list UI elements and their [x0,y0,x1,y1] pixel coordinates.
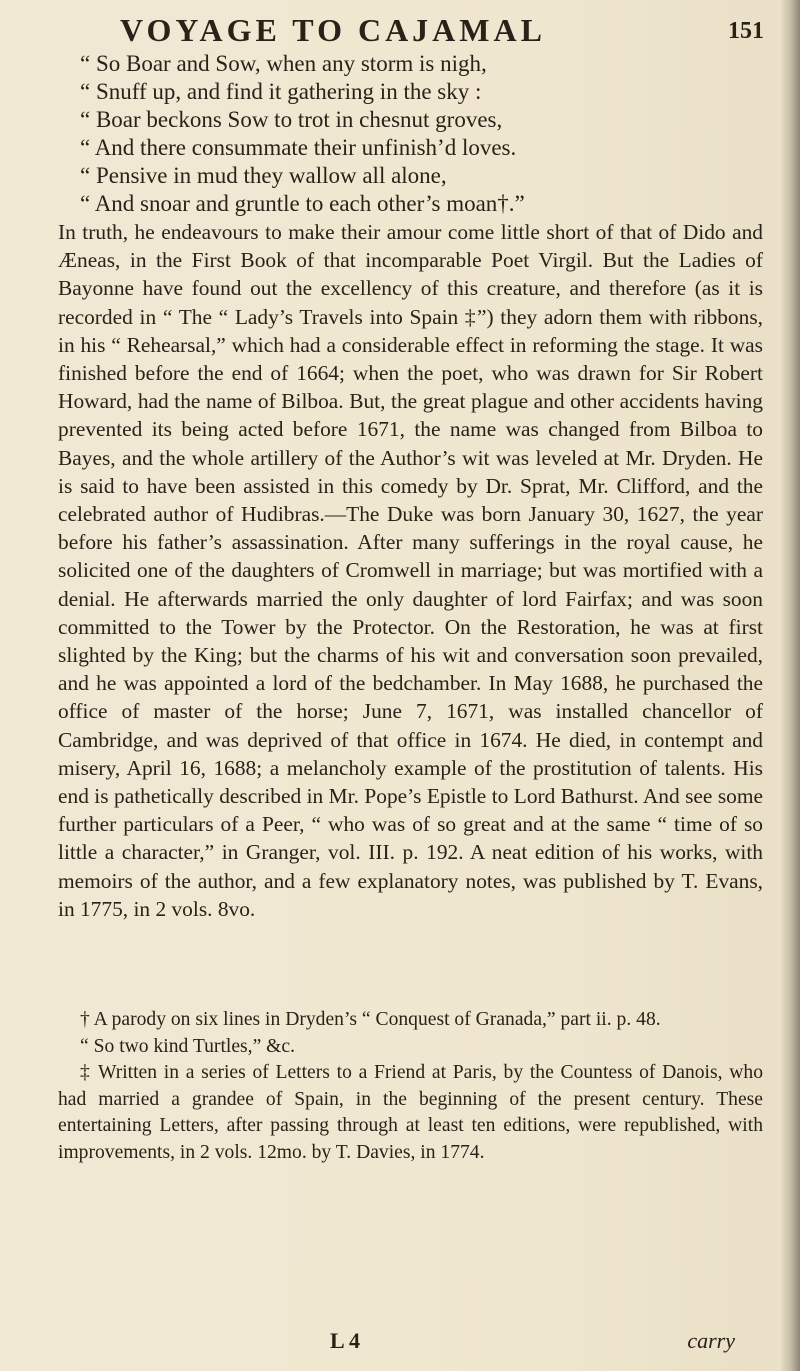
signature-mark: L 4 [330,1328,360,1353]
poem-line: “ Boar beckons Sow to trot in chesnut groves, [80,107,503,132]
poem-line: “ Snuff up, and find it gathering in the sky : [80,79,482,104]
running-head: VOYAGE TO CAJAMAL [120,12,546,48]
page-edge-shadow [778,0,800,1371]
poem-block [80,50,720,218]
poem-line: “ So Boar and Sow, when any storm is nigh, [80,51,487,76]
page-number: 151 [728,18,764,44]
page-footer [0,1328,800,1358]
footnote-dagger: † A parody on six lines in Dryden’s “ Conquest of Granada,” part ii. p. 48. [80,1009,661,1030]
footnote-double-dagger: ‡ Written in a series of Letters to a Friend at Paris, by the Countess of Danois, who had married a grandee of Spain, in the beginning of the present century. These entertaining Letters, after passing through at least ten editions, were republished, with improvements, in 2 vols. 12mo. by T. Davies, in 1774. [58,1062,763,1163]
footnotes [58,1007,763,1166]
body-paragraph: In truth, he endeavours to make their amour come little short of that of Dido and Æneas, in the First Book of that incomparable Poet Virgil. But the Ladies of Bayonne have found out the excellency of this creature, and therefore (as it is recorded in “ The “ Lady’s Travels into Spain ‡”) they adorn them with ribbons, in his “ Rehearsal,” which had a considerable effect in reforming the stage. It was finished before the end of 1664; when the poet, who was drawn for Sir Robert Howard, had the name of Bilboa. But, the great plague and other accidents having prevented its being acted before 1671, the name was changed from Bilboa to Bayes, and the whole artillery of the Author’s wit was leveled at Mr. Dryden. He is said to have been assisted in this comedy by Dr. Sprat, Mr. Clifford, and the celebrated author of Hudibras.—The Duke was born January 30, 1627, the year before his father’s assassination. After many sufferings in the royal cause, he solicited one of the daughters of Cromwell in marriage; but was mortified with a denial. He afterwards married the only daughter of lord Fairfax; and was soon committed to the Tower by the Protector. On the Restoration, he was at first slighted by the King; but the charms of his wit and conversation soon prevailed, and he was appointed a lord of the bedchamber. In May 1688, he purchased the office of master of the horse; June 7, 1671, was installed chancellor of Cambridge, and was deprived of that office in 1674. He died, in contempt and misery, April 16, 1688; a melancholy example of the prostitution of talents. His end is pathetically described in Mr. Pope’s Epistle to Lord Bathurst. And see some further particulars of a Peer, “ who was of so great and at the same “ time of so little a character,” in Granger, vol. III. p. 192. A neat edition of his works, with memoirs of the author, and a few explanatory notes, was published by T. Evans, in 1775, in 2 vols. 8vo. [58,220,763,921]
footnote-quote: “ So two kind Turtles,” &c. [80,1035,295,1057]
catchword: carry [687,1328,735,1353]
poem-line: “ And there consummate their unfinish’d loves. [80,135,517,160]
poem-line: “ Pensive in mud they wallow all alone, [80,163,447,188]
poem-line: “ And snoar and gruntle to each other’s moan†.” [80,191,525,216]
page-header [110,12,790,52]
